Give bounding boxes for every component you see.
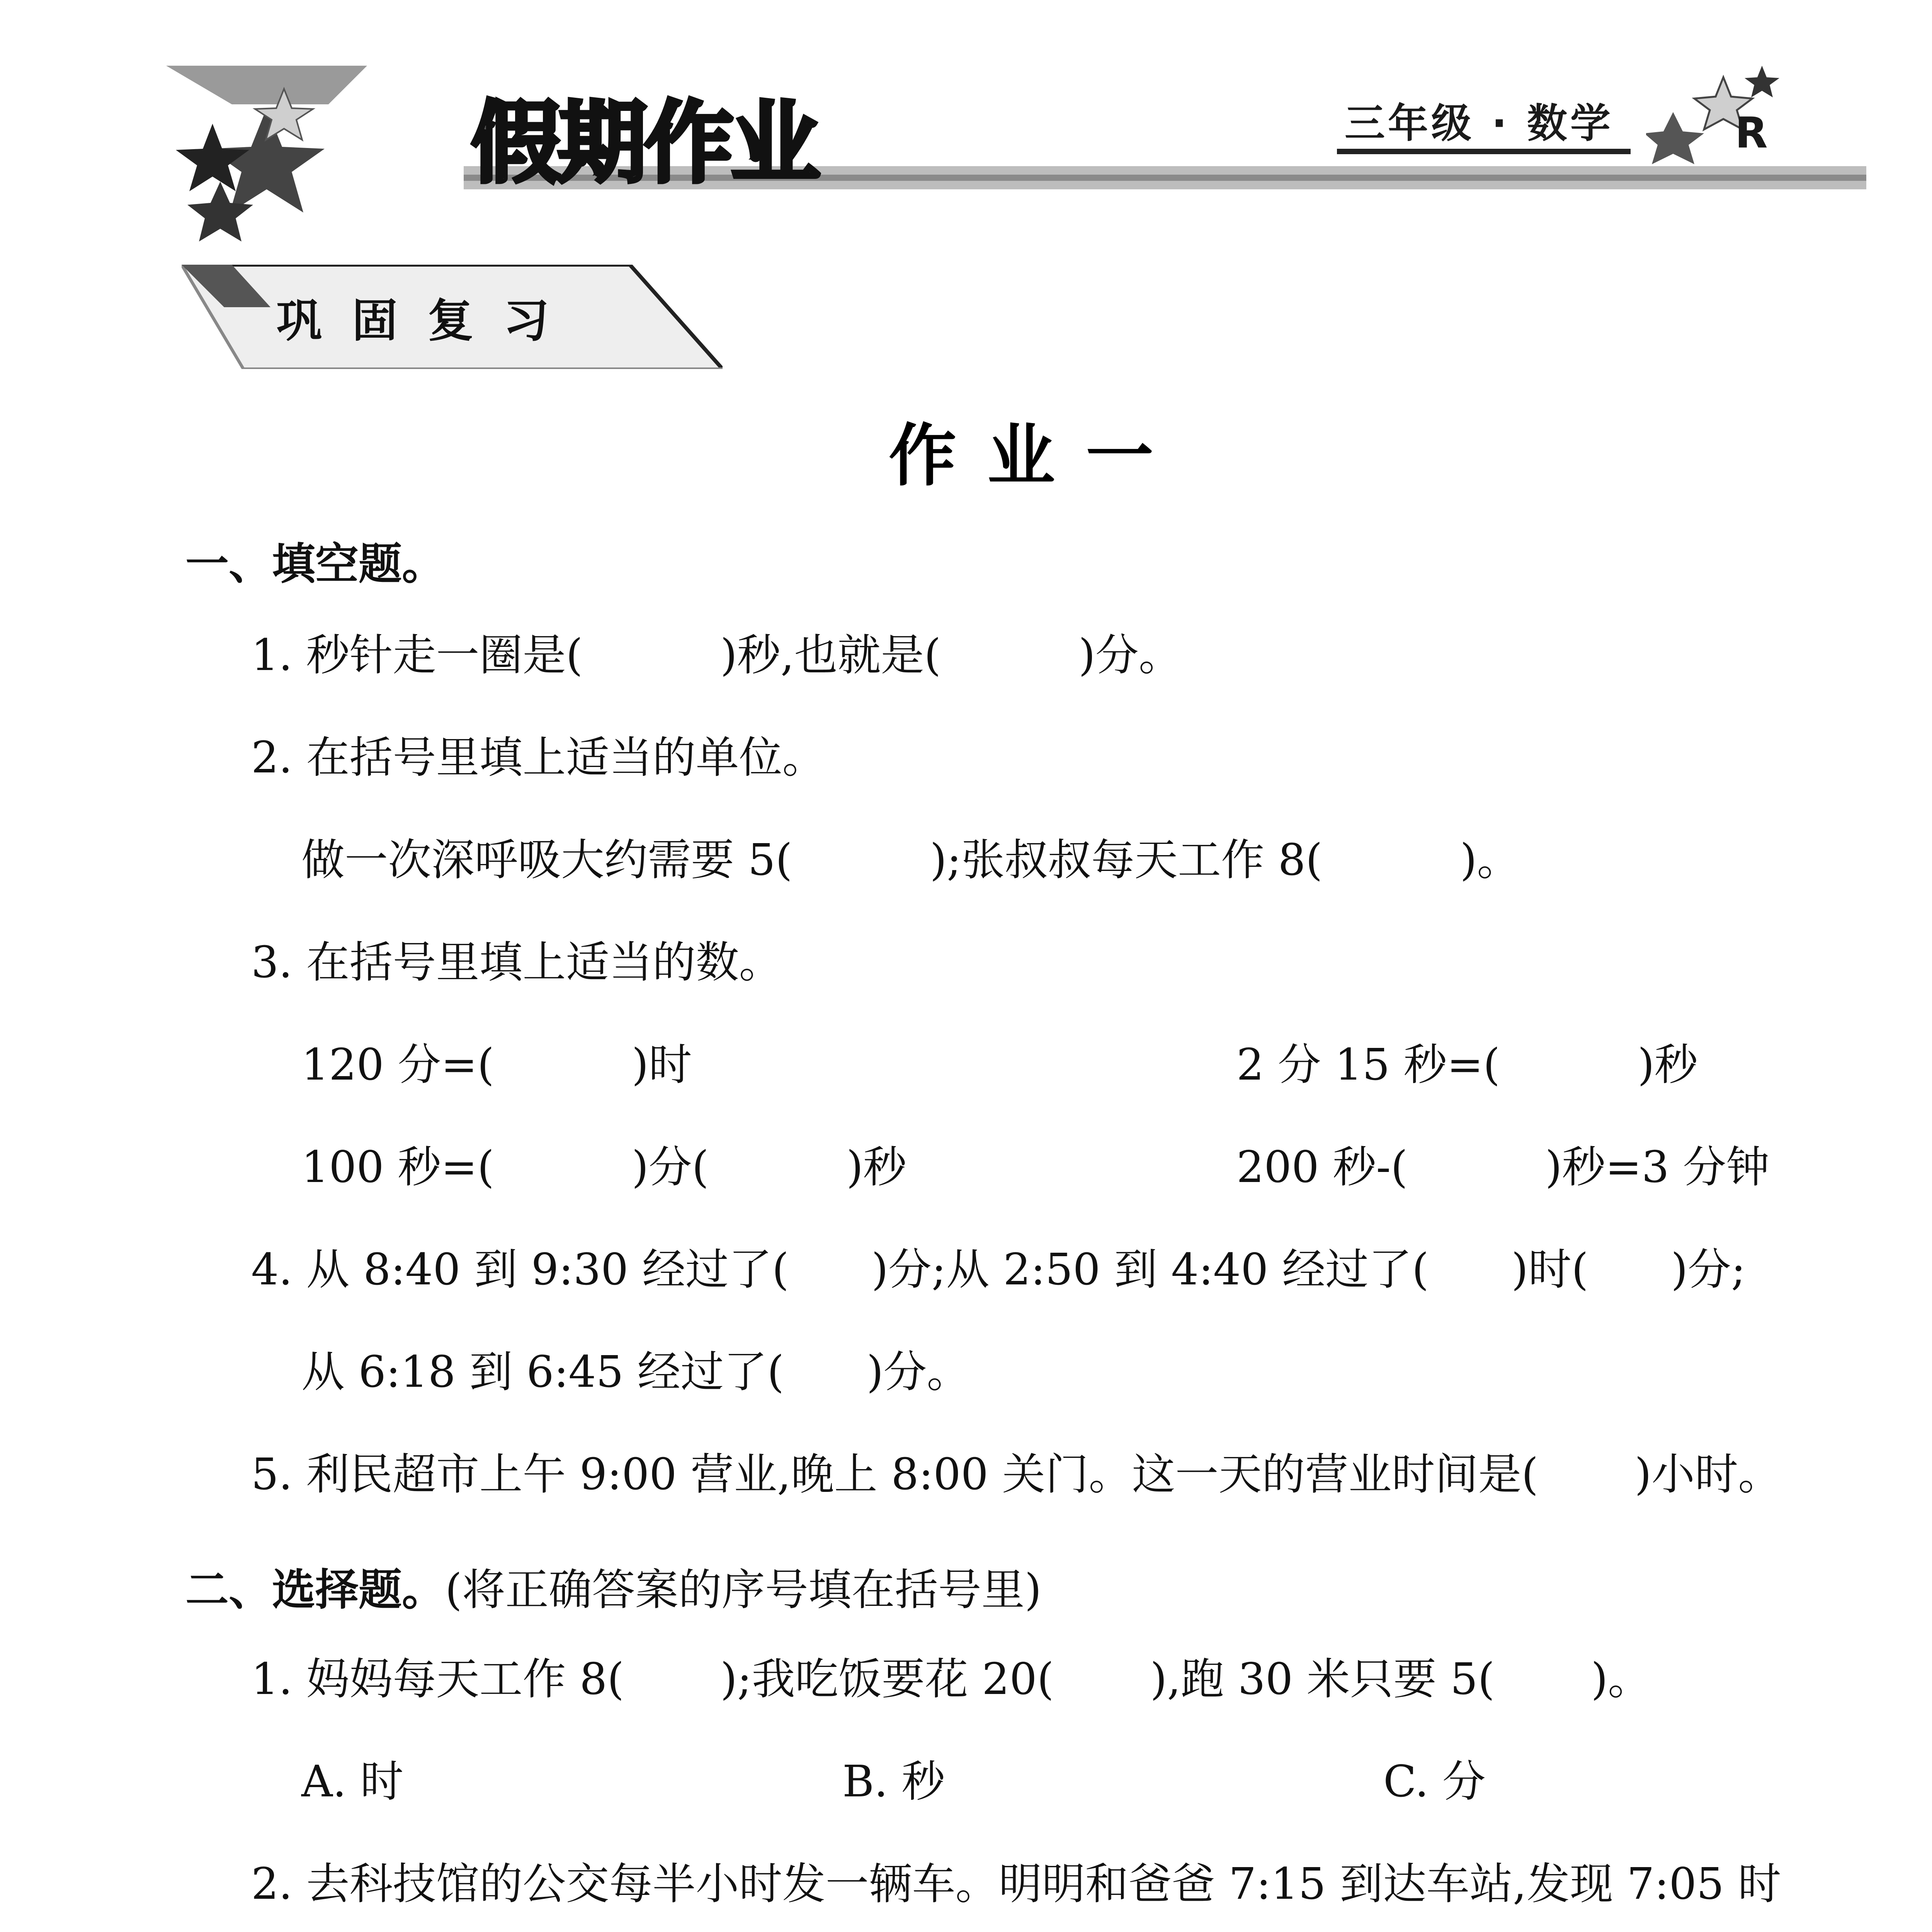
- assignment-title: 作业一: [889, 417, 1184, 495]
- s1-question-3: 3. 在括号里填上适当的数。: [251, 937, 782, 988]
- s1-question-2: 2. 在括号里填上适当的单位。: [251, 733, 826, 783]
- s1-q3-item-a: 120 分=( )时: [301, 1040, 692, 1090]
- s1-question-2-line: 做一次深呼吸大约需要 5( );张叔叔每天工作 8( )。: [301, 835, 1520, 885]
- s2-q1-option-b: B. 秒: [842, 1757, 945, 1807]
- s1-q3-item-d: 200 秒-( )秒=3 分钟: [1236, 1142, 1770, 1192]
- section2-title: 二、选择题。: [185, 1565, 445, 1615]
- edition-star-icon: [1646, 66, 1808, 166]
- s2-q1-option-a: A. 时: [301, 1757, 404, 1807]
- s1-question-1: 1. 秒针走一圈是( )秒,也就是( )分。: [251, 630, 1182, 680]
- s2-question-1: 1. 妈妈每天工作 8( );我吃饭要花 20( ),跑 30 米只要 5( )。: [251, 1654, 1651, 1704]
- series-title: 假期作业: [471, 92, 818, 195]
- s1-q3-item-b: 2 分 15 秒=( )秒: [1236, 1040, 1698, 1090]
- edition-badge: R: [1735, 108, 1768, 158]
- section2-heading: [185, 1555, 1041, 1617]
- s1-question-5: 5. 利民超市上午 9:00 营业,晚上 8:00 关门。这一天的营业时间是( )小时。: [251, 1449, 1782, 1500]
- section2-instruction: (将正确答案的序号填在括号里): [445, 1565, 1042, 1615]
- series-title-logo: [170, 68, 854, 195]
- s2-q1-option-c: C. 分: [1383, 1757, 1486, 1807]
- s1-q3-item-c: 100 秒=( )分( )秒: [301, 1142, 907, 1192]
- review-banner-label: 巩固复习: [276, 294, 580, 347]
- s1-question-4: 4. 从 8:40 到 9:30 经过了( )分;从 2:50 到 4:40 经过了( )时( )分;: [251, 1245, 1746, 1295]
- section1-heading: 一、填空题。: [185, 539, 445, 589]
- s1-question-4-line: 从 6:18 到 6:45 经过了( )分。: [301, 1347, 970, 1397]
- s2-question-2: 2. 去科技馆的公交每半小时发一辆车。明明和爸爸 7:15 到达车站,发现 7:05 时: [251, 1859, 1781, 1909]
- grade-underline: [1337, 149, 1631, 154]
- grade-subject-label: 三年级 · 数学: [1345, 100, 1614, 147]
